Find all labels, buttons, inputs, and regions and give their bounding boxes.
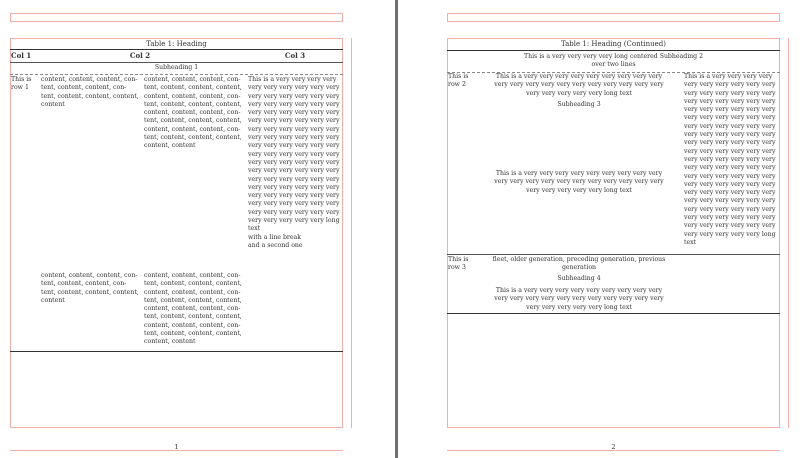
- text-line: This is: [448, 256, 469, 263]
- text-line: fleet, older generation, preceding generation, previous: [492, 256, 666, 263]
- text-line: This is a very very very very very very very very very: [495, 287, 663, 294]
- table-caption: Table 1: Heading: [146, 40, 207, 48]
- text-line: row 1: [11, 84, 29, 92]
- text-line: tent, content, content, content,: [144, 117, 242, 125]
- text-line: very very very very very very: [684, 180, 776, 188]
- text-line: content, content, content, con-: [144, 288, 241, 296]
- text-line: content: [41, 296, 65, 304]
- subheading-2: [447, 53, 780, 70]
- text-line: tent, content, content, content,: [144, 313, 242, 321]
- text-line: very very very very very very: [684, 214, 776, 222]
- text-line: tent, content, content, content,: [144, 280, 242, 288]
- text-line: content, content, content, con-: [144, 92, 241, 100]
- row-1-col-1: [41, 76, 141, 109]
- text-line: tent, content, content, content,: [144, 134, 242, 142]
- text-line: very very very very very very: [248, 158, 340, 166]
- text-line: content, content, content, con-: [41, 76, 138, 83]
- row-1-col-2: [144, 76, 244, 151]
- text-line: This is a very very very very very very very very very: [495, 73, 663, 80]
- text-line: generation: [561, 264, 597, 272]
- header-area-frame: [447, 13, 780, 22]
- row-2-merged-a: [474, 73, 684, 98]
- text-line: This is: [11, 76, 32, 83]
- text-line: This is a very very very very: [684, 73, 773, 80]
- subheading-1: Subheading 1: [154, 64, 199, 71]
- text-line: very very very very very very: [248, 117, 340, 125]
- text-line: content, content, content, con-: [144, 272, 241, 279]
- text-line: very very very very very very: [248, 134, 340, 142]
- text-line: tent, content, content, content,: [41, 92, 139, 100]
- row-rule: [447, 254, 780, 255]
- row-1b-col-2: [144, 272, 244, 347]
- subheading-3: Subheading 3: [557, 101, 601, 108]
- text-line: very very very very very long text: [526, 186, 632, 194]
- text-line: tent, content, content, content,: [144, 100, 242, 108]
- row-1b-col-1: [41, 272, 141, 305]
- page-number: 2: [611, 443, 616, 451]
- text-line: very very very very very very: [684, 155, 776, 163]
- text-line: very very very very very long text: [526, 303, 632, 311]
- text-line: very very very very very very: [248, 183, 340, 191]
- text-line: very very very very very very: [684, 172, 776, 180]
- subheading-4: Subheading 4: [557, 275, 601, 282]
- row-1-col-3: [248, 76, 343, 250]
- text-line: and a second one: [248, 241, 303, 249]
- text-line: very very very very very very: [684, 97, 776, 105]
- text-line: very very very very very very: [248, 92, 340, 100]
- table-bottom-rule: [10, 351, 343, 352]
- text-line: This is a very very very very very very very very very: [495, 170, 663, 177]
- text-line: text: [248, 225, 261, 233]
- text-line: very very very very very very: [248, 208, 340, 216]
- text-line: very very very very very very very very very very very: [494, 81, 664, 89]
- text-line: text: [684, 238, 697, 246]
- text-line: This is a very very very very long centered Subheading 2: [523, 53, 704, 60]
- text-line: very very very very very very: [248, 150, 340, 158]
- text-line: very very very very very very: [248, 125, 340, 133]
- text-line: content: [41, 100, 65, 108]
- text-line: tent, content, content, con-: [41, 280, 127, 288]
- text-line: very very very very very very: [248, 100, 340, 108]
- col-header-3: Col 3: [284, 51, 306, 60]
- text-line: tent, content, content, content,: [41, 288, 139, 296]
- text-line: very very very very very long: [248, 217, 340, 225]
- row-3-merged-b: [474, 287, 684, 312]
- table-caption: Table 1: Heading (Continued): [560, 40, 666, 48]
- text-line: very very very very very very: [248, 175, 340, 183]
- row-3-label: [448, 256, 468, 273]
- col-header-1: Col 1: [11, 51, 32, 60]
- text-line: very very very very very very: [684, 106, 776, 114]
- page-number: 1: [174, 443, 179, 451]
- text-line: content, content, content, con-: [144, 125, 241, 133]
- text-line: very very very very very long text: [526, 89, 632, 97]
- text-line: content, content, content, con-: [144, 76, 241, 83]
- table-top-rule: [10, 49, 343, 50]
- text-line: very very very very very very: [684, 164, 776, 172]
- text-line: very very very very very very: [684, 139, 776, 147]
- text-line: very very very very very very: [684, 147, 776, 155]
- row-1-label: [11, 76, 31, 93]
- text-line: content, content: [144, 142, 196, 150]
- text-line: very very very very very very: [684, 89, 776, 97]
- row-2-label: [448, 73, 468, 90]
- text-line: very very very very very long: [684, 230, 776, 238]
- row-3-merged: [474, 256, 684, 273]
- text-line: over two lines: [591, 61, 636, 69]
- text-line: very very very very very very: [248, 142, 340, 150]
- text-line: content, content, content, con-: [41, 272, 138, 279]
- text-line: very very very very very very very very very very very: [494, 295, 664, 303]
- text-line: content, content, content, con-: [144, 321, 241, 329]
- page-1: [0, 0, 395, 458]
- text-line: very very very very very very: [684, 131, 776, 139]
- margin-line: [788, 38, 789, 428]
- page-2: [398, 0, 800, 458]
- text-line: tent, content, content, content,: [144, 296, 242, 304]
- header-area-frame: [10, 13, 343, 22]
- text-line: row 2: [448, 81, 466, 89]
- text-line: very very very very very very: [684, 189, 776, 197]
- text-line: This is: [448, 73, 469, 80]
- text-line: very very very very very very: [248, 109, 340, 117]
- text-line: row 3: [448, 264, 466, 272]
- table-bottom-rule: [447, 313, 780, 314]
- text-line: very very very very very very: [248, 84, 340, 92]
- text-line: tent, content, content, content,: [144, 330, 242, 338]
- margin-line: [351, 38, 352, 428]
- text-line: very very very very very very very very very very very: [494, 178, 664, 186]
- text-line: very very very very very very: [248, 167, 340, 175]
- table-top-rule: [447, 50, 780, 51]
- text-line: content, content, content, con-: [144, 109, 241, 117]
- text-line: very very very very very very: [248, 192, 340, 200]
- text-line: very very very very very very: [684, 81, 776, 89]
- text-line: very very very very very very: [684, 122, 776, 130]
- row-2-col-3: [684, 73, 780, 247]
- text-line: This is a very very very very: [248, 76, 337, 83]
- text-line: content, content, content, con-: [144, 305, 241, 313]
- text-line: tent, content, content, content,: [144, 84, 242, 92]
- col-header-2: Col 2: [129, 51, 151, 60]
- text-line: with a line break: [248, 233, 301, 241]
- text-line: very very very very very very: [684, 222, 776, 230]
- text-line: very very very very very very: [684, 114, 776, 122]
- subheading-rule: [10, 74, 343, 75]
- text-line: very very very very very very: [684, 197, 776, 205]
- text-line: content, content: [144, 338, 196, 346]
- text-line: very very very very very very: [248, 200, 340, 208]
- text-line: tent, content, content, con-: [41, 84, 127, 92]
- header-rule: [10, 62, 343, 63]
- text-line: very very very very very very: [684, 205, 776, 213]
- row-2-merged-b: [474, 170, 684, 195]
